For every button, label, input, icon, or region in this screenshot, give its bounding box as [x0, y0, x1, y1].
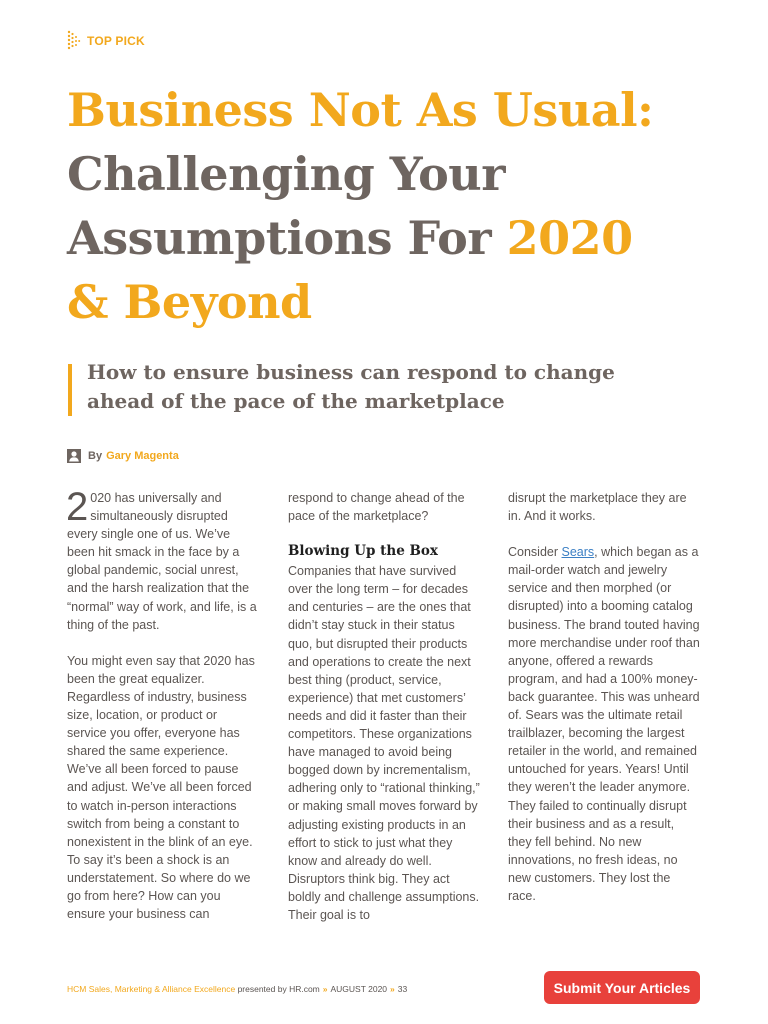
- publication-name: HCM Sales, Marketing & Alliance Excellence: [67, 984, 236, 994]
- arrow-dots-icon: [67, 30, 81, 52]
- column-3: [508, 489, 700, 905]
- article-subtitle: How to ensure business can respond to change ahead of the pace of the marketplace: [87, 360, 615, 413]
- article-title: [67, 78, 727, 334]
- paragraph-text: 020 has universally and simultaneously disrupted every single one of us. We’ve been hit smack in the face by a global pandemic, social unrest, and the harsh realization that the “normal” way of work, and life, is a thing of the past.: [67, 491, 257, 632]
- subtitle-accent-bar: [68, 364, 72, 416]
- paragraph: Companies that have survived over the long term – for decades and centuries – are the ones that didn’t stay stuck in their status quo, but disrupted their products and operations to create the next best thing (product, service, experience) that met customers’ needs and did it faster than their competitors. These organizations have managed to avoid being bogged down by incrementalism, adhering only to “rational thinking,” or making small moves forward by adjusting existing products in an effort to stick to just what they know and already do well. Disruptors think big. They act boldly and challenge assumptions. Their goal is to: [288, 564, 480, 922]
- title-part-3: 2020: [506, 211, 633, 265]
- column-2: [288, 489, 480, 924]
- issue-date: AUGUST 2020: [330, 984, 388, 994]
- paragraph-text: , which began as a mail-order watch and jewelry service and then morphed (or disrupted) into a booming catalog business. The brand touted having more merchandise under roof than anyone, offered a rewards program, and had a 100% money-back guarantee. This was unheard of. Sears was the ultimate retail trailblazer, becoming the largest retailer in the world, and remained untouched for years. Years! Until they weren’t the leader anymore. They failed to continually disrupt their business and as a result, they fell behind. No new innovations, no fresh ideas, no new customers. They lost the race.: [508, 545, 700, 903]
- paragraph-text: Consider: [508, 545, 559, 560]
- paragraph: [66, 485, 259, 634]
- paragraph: [508, 543, 700, 905]
- author-name: Gary Magenta: [106, 450, 179, 462]
- title-part-1: Business Not As Usual:: [67, 83, 654, 137]
- submit-articles-button[interactable]: Submit Your Articles: [544, 971, 700, 1004]
- title-part-2: Challenging Your Assumptions For: [67, 147, 505, 265]
- paragraph: disrupt the marketplace they are in. And it works.: [508, 491, 687, 524]
- section-heading: Blowing Up the Box: [288, 543, 438, 560]
- paragraph: You might even say that 2020 has been the great equalizer. Regardless of industry, business size, location, or product or service you offer, everyone has shared the same experience. We’ve all been forced to pause and adjust. We’ve all been forced to watch in-person interactions switch from being a constant to nonexistent in the blink of an eye. To say it’s been a shock is an understatement. So where do we go from here? How can you ensure your business can: [67, 653, 255, 922]
- chevron-separator-icon: »: [322, 984, 328, 994]
- page-number: 33: [397, 984, 408, 994]
- column-1: [66, 485, 259, 923]
- presented-by: presented by HR.com: [237, 984, 320, 994]
- sears-link[interactable]: Sears: [561, 545, 595, 560]
- kicker-label: TOP PICK: [87, 34, 145, 48]
- byline-by: By: [88, 450, 103, 462]
- title-part-4: & Beyond: [67, 275, 312, 329]
- person-icon: [67, 449, 81, 463]
- kicker: [67, 30, 145, 52]
- page-footer: [67, 984, 407, 994]
- chevron-separator-icon: »: [390, 984, 395, 994]
- paragraph: respond to change ahead of the pace of the marketplace?: [288, 491, 465, 524]
- byline: [67, 449, 179, 463]
- drop-cap: 2: [66, 485, 89, 529]
